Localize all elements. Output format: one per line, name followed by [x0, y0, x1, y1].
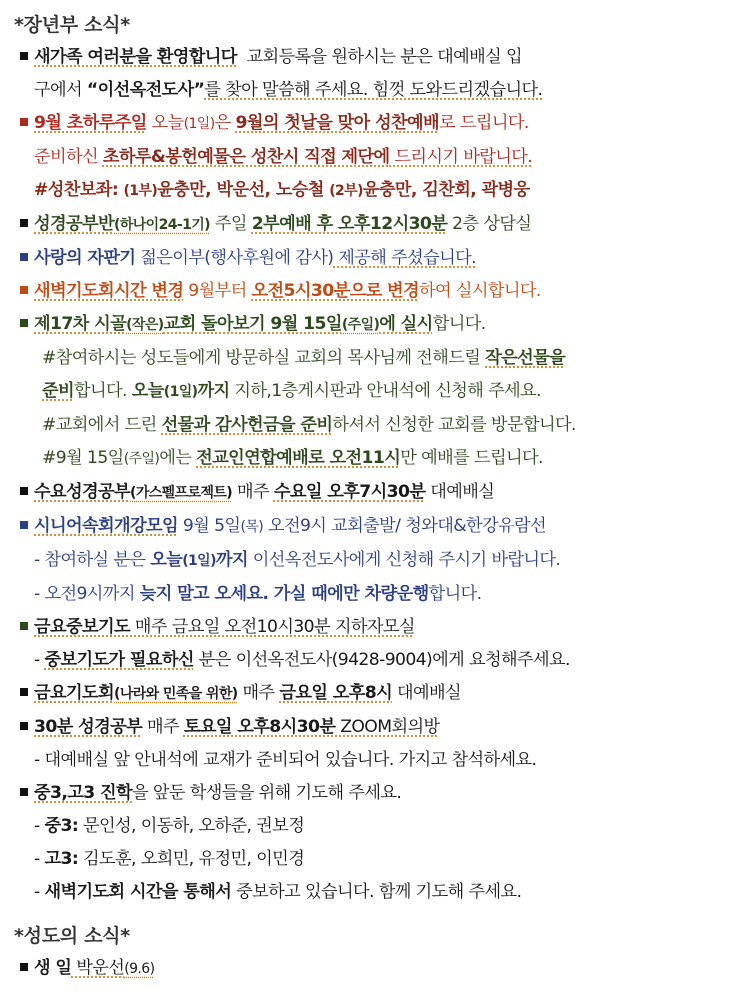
welcome-line-1 — [12, 41, 736, 74]
birthday-name: 박운선 — [71, 958, 125, 978]
welcome-text-2a: 구에서 — [34, 80, 87, 100]
students-text: - — [34, 849, 45, 869]
rural-church-text: 하셔서 신청한 교회를 방문합니다. — [332, 415, 576, 435]
rural-church-date: (주일) — [341, 317, 380, 333]
senior-text: 오전9시 교회출발/ 청와대&한강유람선 — [263, 516, 547, 536]
students-grade-label: 중3: — [44, 816, 79, 836]
communion-helpers-text: 윤충만, 박운선, 노승철 — [157, 180, 330, 200]
birthday-line — [12, 952, 736, 986]
rural-church-text: 지하,1층게시판과 안내석에 신청해 주세요. — [229, 381, 542, 401]
square-bullet-icon — [20, 521, 28, 529]
bible-study-title: 성경공부반 — [34, 214, 115, 234]
communion-helpers-text: (1부) — [123, 183, 158, 199]
senior-deadline: 오늘 — [150, 550, 183, 570]
saturday-study-title: 30분 성경공부 — [34, 717, 143, 737]
wednesday-place: 대예배실 — [425, 482, 495, 502]
friday-intercession-text: - — [34, 650, 45, 670]
thanksgiving-title: 9월 초하루주일 — [34, 113, 147, 133]
students-text: - — [34, 882, 45, 902]
rural-church-date: 에 실시 — [379, 314, 433, 334]
square-bullet-icon — [20, 219, 28, 227]
welcome-text-2c: 를 찾아 말씀해 주세요. 힘껏 도와드리겠습니다. — [204, 80, 543, 100]
rural-church-text: #교회에서 드린 — [42, 415, 162, 435]
rural-church-text: 만 예배를 드립니다. — [400, 448, 543, 468]
thanksgiving-text: (1일) — [183, 116, 215, 132]
senior-text: - 참여하실 분은 — [34, 550, 151, 570]
friday-intercession-line-2 — [12, 644, 736, 677]
vending-title: 사랑의 자판기 — [34, 248, 136, 268]
students-text: - — [34, 816, 45, 836]
dawn-prayer-title: 새벽기도회시간 변경 — [34, 281, 184, 301]
square-bullet-icon — [20, 722, 28, 730]
rural-church-text: 에는 — [159, 448, 197, 468]
square-bullet-icon — [20, 118, 28, 126]
rural-church-title: 제17차 시골 — [34, 314, 127, 334]
rural-church-joint-service: 전교인연합예배로 오전11시 — [196, 448, 401, 468]
vending-line — [12, 242, 736, 275]
bible-study-time: 2부예배 후 오후12시30분 — [251, 214, 448, 234]
square-bullet-icon — [20, 253, 28, 261]
senior-text: 9월 5일 — [178, 516, 241, 536]
church-news-heading: *장년부 소식* — [14, 14, 130, 36]
friday-intercession-text: 매주 금요일 오전10시30분 지하자모실 — [130, 617, 415, 637]
rural-church-offering: 선물과 감사헌금을 준비 — [161, 415, 333, 435]
square-bullet-icon — [20, 487, 28, 495]
wednesday-subtitle: (가스펠프로젝트) — [130, 485, 233, 501]
saturday-study-line-1 — [12, 711, 736, 744]
birthday-title: 생 일 — [34, 958, 72, 978]
dawn-prayer-change: 오전5시30분으로 변경 — [251, 281, 419, 301]
birthday-date: (9.6) — [124, 961, 155, 977]
senior-deadline: 까지 — [215, 550, 248, 570]
friday-prayer-line — [12, 677, 736, 711]
friday-prayer-place: 대예배실 — [392, 683, 461, 703]
square-bullet-icon — [20, 622, 28, 630]
rural-church-text: (주일) — [123, 451, 160, 467]
students-line-3 — [12, 843, 736, 876]
wednesday-title: 수요성경공부 — [34, 482, 131, 502]
dawn-prayer-line — [12, 275, 736, 308]
bible-study-text: 주일 — [209, 214, 252, 234]
square-bullet-icon — [20, 688, 28, 696]
friday-intercession-emphasis: 중보기도가 필요하신 — [44, 650, 194, 670]
students-emphasis: 새벽기도회 시간을 통해서 — [44, 882, 232, 902]
communion-helpers-text: (2부) — [329, 183, 363, 199]
senior-text: (목) — [240, 519, 264, 535]
bible-study-line — [12, 208, 736, 242]
senior-title: 시니어속회개강모임 — [34, 516, 179, 536]
friday-prayer-text: 매주 — [237, 683, 280, 703]
rural-church-deadline: 까지 — [197, 381, 230, 401]
thanksgiving-text: 준비하신 — [34, 147, 103, 167]
rural-church-line-3 — [12, 375, 736, 409]
rural-church-line-5 — [12, 442, 736, 476]
welcome-text-2b: “이선옥전도사” — [86, 80, 205, 100]
rural-church-line-2 — [12, 342, 736, 375]
saturday-study-line-2 — [12, 744, 736, 777]
friday-prayer-title: 금요기도회 — [34, 683, 115, 703]
senior-line-3 — [12, 578, 736, 611]
students-names: 문인성, 이동하, 오하준, 권보정 — [78, 816, 305, 836]
friday-prayer-time: 금요일 오후8시 — [279, 683, 393, 703]
friday-intercession-text: 분은 이선옥전도사(9428-9004)에게 요청해주세요. — [193, 650, 570, 670]
saturday-study-text: - 대예배실 앞 안내석에 교재가 준비되어 있습니다. 가지고 참석하세요. — [34, 750, 537, 770]
senior-text: - 오전9시까지 — [34, 584, 140, 604]
rural-church-text: #참여하시는 성도들에게 방문하실 교회의 목사님께 전해드릴 — [42, 348, 486, 368]
square-bullet-icon — [20, 286, 28, 294]
students-text: 을 앞둔 학생들을 위해 기도해 주세요. — [132, 783, 402, 803]
square-bullet-icon — [20, 52, 28, 60]
member-news-heading: *성도의 소식* — [14, 925, 130, 947]
students-line-1 — [12, 777, 736, 810]
rural-church-gift: 준비 — [42, 381, 75, 401]
rural-church-line-1 — [12, 308, 736, 342]
welcome-title: 새가족 여러분을 환영합니다 — [34, 47, 237, 67]
rural-church-deadline: 오늘 — [131, 381, 164, 401]
bible-study-place: 2층 상담실 — [447, 214, 532, 234]
square-bullet-icon — [20, 319, 28, 327]
students-grade-label: 고3: — [44, 849, 79, 869]
saturday-study-time: 토요일 오후8시30분 — [183, 717, 336, 737]
senior-line-2 — [12, 544, 736, 578]
thanksgiving-text: 은 — [214, 113, 236, 133]
thanksgiving-text: 오늘 — [146, 113, 184, 133]
senior-notice: 늦지 말고 오세요. 가실 때에만 차량운행 — [139, 584, 429, 604]
students-names: 김도훈, 오희민, 유정민, 이민경 — [78, 849, 305, 869]
bible-study-subtitle: (하나이24-1기) — [114, 217, 210, 233]
students-title: 중3,고3 진학 — [34, 783, 133, 803]
friday-intercession-title: 금요중보기도 — [34, 617, 131, 637]
square-bullet-icon — [20, 788, 28, 796]
rural-church-gift: 작은선물을 — [485, 348, 566, 368]
vending-text: 제공해 주셨습니다. — [333, 248, 477, 268]
rural-church-text: #9월 15일 — [42, 448, 124, 468]
dawn-prayer-text: 하여 실시합니다. — [419, 281, 541, 301]
rural-church-date: 9월 15일 — [264, 314, 342, 334]
saturday-study-place: ZOOM회의방 — [335, 717, 440, 737]
rural-church-line-4 — [12, 409, 736, 442]
saturday-study-text: 매주 — [142, 717, 184, 737]
thanksgiving-emphasis: 초하루&봉헌예물은 성찬시 직접 제단에 — [102, 147, 390, 167]
vending-text: (행사후원에 감사) — [204, 248, 334, 268]
square-bullet-icon — [20, 963, 28, 971]
rural-church-title: (작은) — [126, 317, 164, 333]
communion-helpers-text: 윤충만, 김찬회, 곽병웅 — [362, 180, 530, 200]
rural-church-title: 교회 돌아보기 — [163, 314, 265, 334]
rural-church-deadline: (1일) — [163, 384, 198, 400]
welcome-line-2 — [12, 74, 736, 107]
dawn-prayer-text: 9월부터 — [183, 281, 252, 301]
students-line-4 — [12, 876, 736, 909]
rural-church-text: 합니다. — [74, 381, 132, 401]
senior-line-1 — [12, 510, 736, 544]
thanksgiving-line-3 — [12, 174, 736, 208]
thanksgiving-text: 로 드립니다. — [439, 113, 529, 133]
communion-helpers-label: #성찬보좌: — [34, 180, 124, 200]
thanksgiving-line-1 — [12, 107, 736, 141]
thanksgiving-line-2 — [12, 141, 736, 174]
students-text: 중보하고 있습니다. 함께 기도해 주세요. — [231, 882, 522, 902]
senior-text: 이선옥전도사에게 신청해 주시기 바랍니다. — [247, 550, 561, 570]
thanksgiving-text: 드리시기 바랍니다. — [389, 147, 533, 167]
wednesday-text: 매주 — [232, 482, 274, 502]
vending-text: 젊은이부 — [135, 248, 205, 268]
welcome-text-1: 교회등록을 원하시는 분은 대예배실 입 — [246, 47, 523, 67]
friday-intercession-line-1 — [12, 611, 736, 644]
rural-church-text: 합니다. — [432, 314, 486, 334]
wednesday-time: 수요일 오후7시30분 — [273, 482, 426, 502]
friday-prayer-subtitle: (나라와 민족을 위한) — [114, 686, 238, 702]
thanksgiving-emphasis: 9월의 첫날을 맞아 성찬예배 — [235, 113, 440, 133]
senior-deadline: (1일) — [182, 553, 216, 569]
wednesday-line — [12, 476, 736, 510]
senior-text: 합니다. — [428, 584, 482, 604]
students-line-2 — [12, 810, 736, 843]
